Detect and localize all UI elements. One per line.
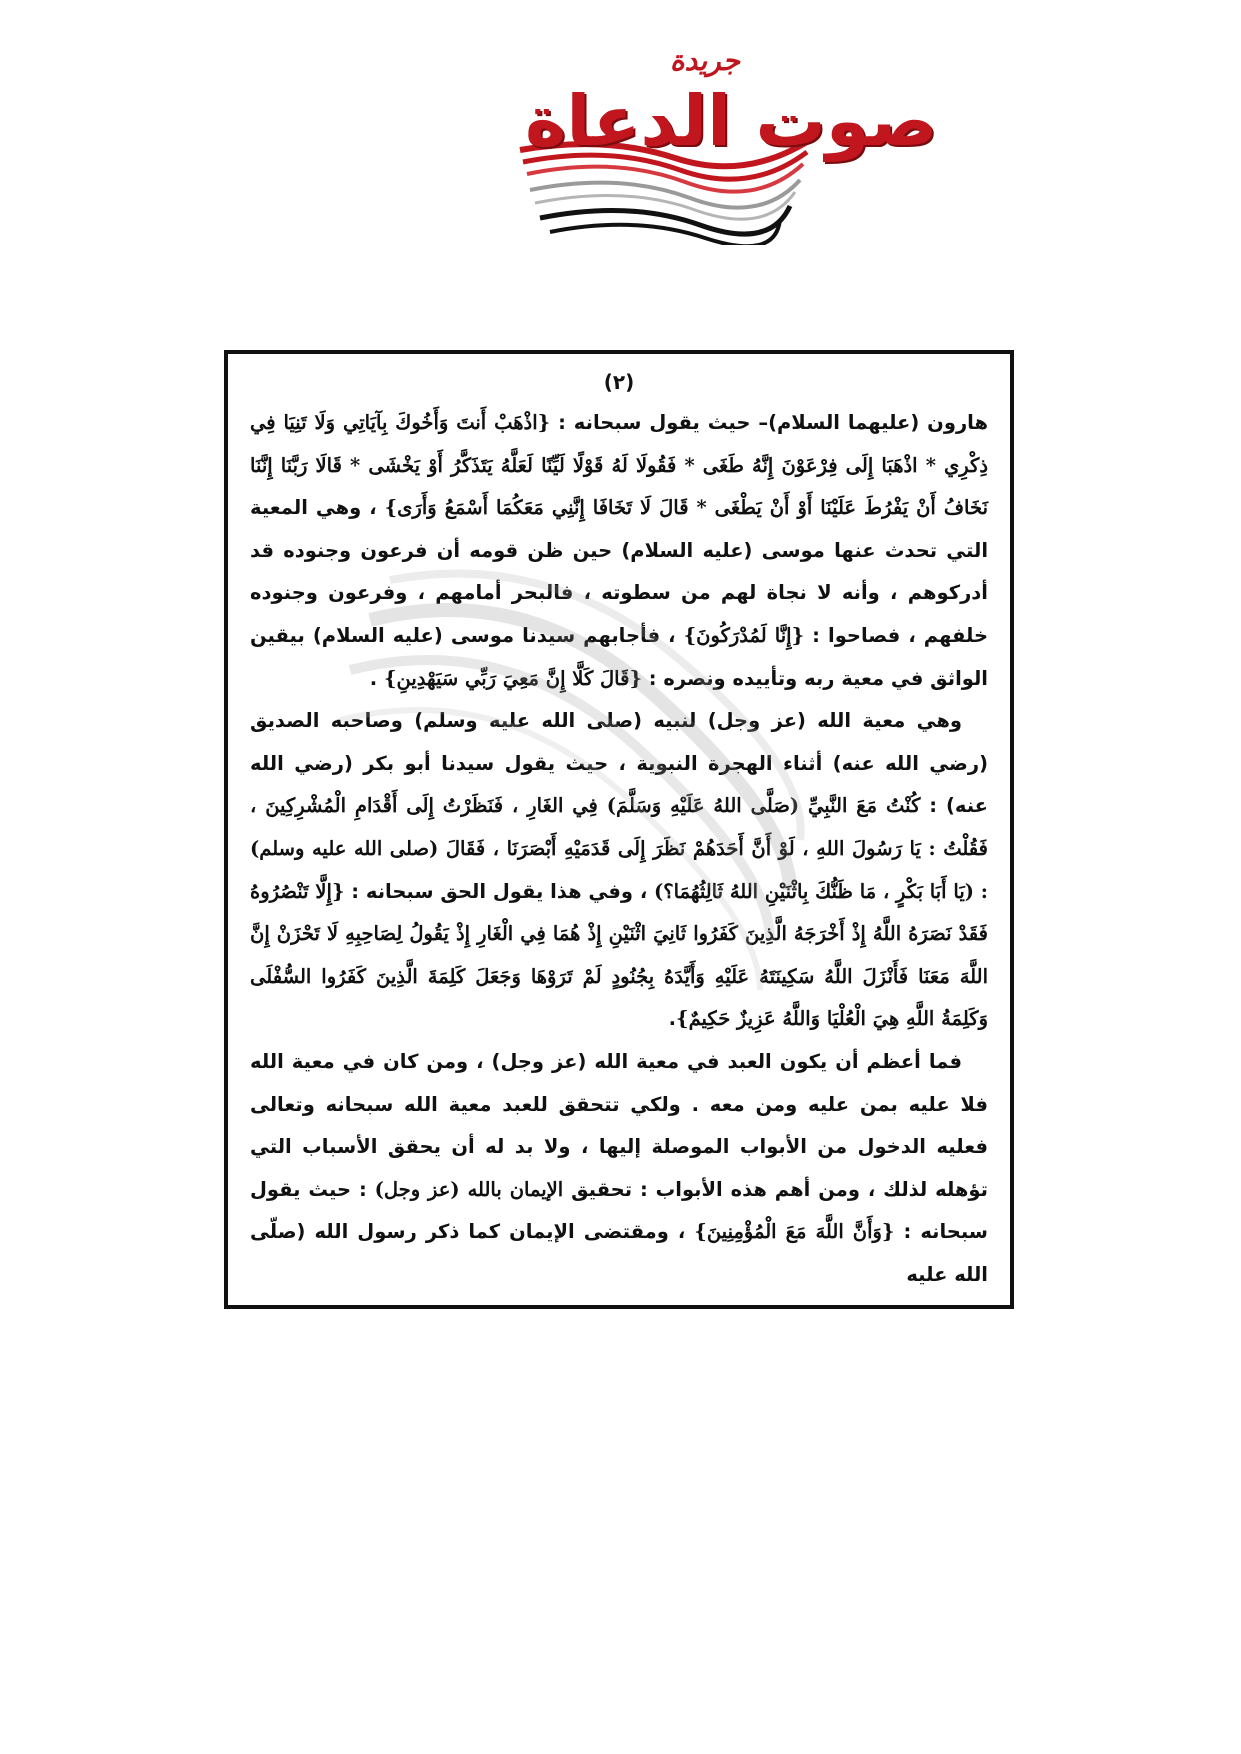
hadith-quote: كُنْتُ مَعَ النَّبِيِّ (صَلَّى اللهُ عَلَيْهِ وَسَلَّمَ) فِي الغَارِ ، فَنَظَرْتُ إِلَى أَقْدَامِ الْمُشْرِكِينَ ، فَقُلْتُ : يَا رَسُولَ اللهِ ، لَوْ أَنَّ أَحَدَهُمْ نَظَرَ إِلَى قَدَمَيْهِ أَبْصَرَنَا ، فَقَالَ (صلى الله عليه وسلم) : (يَا أَبَا بَكْرٍ ، مَا ظَنُّكَ بِاثْنَيْنِ اللهُ ثَالِثُهُمَا؟) <box>250 794 988 903</box>
paragraph-1 <box>250 402 988 700</box>
quran-verse: {اذْهَبْ أَنتَ وَأَخُوكَ بِآيَاتِي وَلَا تَنِيَا فِي ذِكْرِي * اذْهَبَا إِلَى فِرْعَوْنَ إِنَّهُ طَغَى * فَقُولَا لَهُ قَوْلًا لَيِّنًا لَعَلَّهُ يَتَذَكَّرُ أَوْ يَخْشَى * قَالَا رَبَّنَا إِنَّنَا نَخَافُ أَنْ يَفْرُطَ عَلَيْنَا أَوْ أَنْ يَطْغَى * قَالَ لَا تَخَافَا إِنَّنِي مَعَكُمَا أَسْمَعُ وَأَرَى} <box>250 411 988 520</box>
quran-verse: {إِلَّا تَنْصُرُوهُ فَقَدْ نَصَرَهُ اللَّهُ إِذْ أَخْرَجَهُ الَّذِينَ كَفَرُوا ثَانِيَ اثْنَيْنِ إِذْ هُمَا فِي الْغَارِ إِذْ يَقُولُ لِصَاحِبِهِ لَا تَحْزَنْ إِنَّ اللَّهَ مَعَنَا فَأَنْزَلَ اللَّهُ سَكِينَتَهُ عَلَيْهِ وَأَيَّدَهُ بِجُنُودٍ لَمْ تَرَوْهَا وَجَعَلَ كَلِمَةَ الَّذِينَ كَفَرُوا السُّفْلَى وَكَلِمَةُ اللَّهِ هِيَ الْعُلْيَا وَاللَّهُ عَزِيزٌ حَكِيمٌ} <box>250 879 988 1031</box>
paragraph-text: . <box>369 666 384 690</box>
quran-verse: {قَالَ كَلَّا إِنَّ مَعِيَ رَبِّي سَيَهْدِينِ} <box>383 666 642 690</box>
paragraph-text: هارون (عليهما السلام)– حيث يقول سبحانه : <box>550 411 989 434</box>
paragraph-text: : حيث يقول سبحانه : <box>250 1177 988 1244</box>
article-frame <box>224 350 1014 1309</box>
newspaper-logo <box>515 40 938 245</box>
paragraph-3 <box>250 1041 988 1297</box>
paragraph-text: . <box>668 1007 677 1031</box>
article-body <box>250 402 988 1296</box>
paragraph-text: ، فأجابهم سيدنا موسى (عليه السلام) بيقين الواثق في معية ربه وتأييده ونصره : <box>250 623 988 690</box>
paragraph-2 <box>250 700 988 1041</box>
paragraph-text: ، وفي هذا يقول الحق سبحانه : <box>344 879 655 903</box>
quran-verse: {وَأَنَّ اللَّهَ مَعَ الْمُؤْمِنِينَ} <box>694 1220 895 1244</box>
emphasis-phrase: الإيمان بالله (عز وجل) <box>374 1177 564 1201</box>
paragraph-text: ، وهي المعية التي تحدث عنها موسى (عليه السلام) حين ظن قومه أن فرعون وجنوده قد أدركوهم ، وأنه لا نجاة لهم من سطوته ، فالبحر أمامهم ، وفرعون وجنوده خلفهم ، فصاحوا : <box>250 496 989 647</box>
paragraph-text: وهي معية الله (عز وجل) لنبيه (صلى الله عليه وسلم) وصاحبه الصديق (رضي الله عنه) أثناء الهجرة النبوية ، حيث يقول سيدنا أبو بكر (رضي الله عنه) : <box>250 709 988 818</box>
page-number: (٢) <box>603 370 635 394</box>
logo-subtitle: جريدة <box>670 44 740 77</box>
paragraph-text: فما أعظم أن يكون العبد في معية الله (عز وجل) ، ومن كان في معية الله فلا عليه بمن عليه ومن معه . ولكي تتحقق للعبد معية الله سبحانه وتعالى فعليه الدخول من الأبواب الموصلة إليها ، ولا بد له أن يحقق الأسباب التي تؤهله لذلك ، ومن أهم هذه الأبواب : تحقيق <box>250 1049 988 1201</box>
paragraph-text: ، ومقتضى الإيمان كما ذكر رسول الله (صلّى الله عليه <box>250 1220 988 1286</box>
quran-verse: {إِنَّا لَمُدْرَكُونَ} <box>683 623 805 647</box>
logo-title: صوت الدعاة <box>525 80 938 162</box>
